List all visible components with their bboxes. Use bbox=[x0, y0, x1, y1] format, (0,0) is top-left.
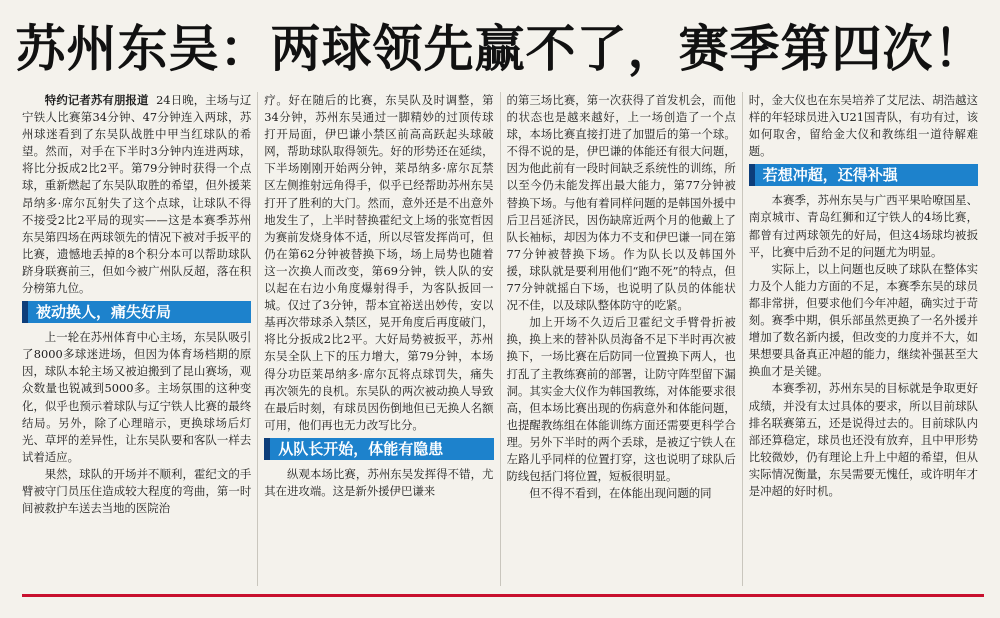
article-column-1 bbox=[22, 92, 258, 586]
article-paragraph: 但不得不看到，在体能出现问题的同 bbox=[529, 486, 712, 501]
article-column-2 bbox=[264, 92, 500, 586]
article-paragraph: 果然，球队的开场并不顺利，霍纪文的手臂被守门员压住造成较大程度的弯曲，第一时间被救护车送去当地的医院治 bbox=[22, 466, 252, 516]
article-paragraph bbox=[22, 92, 251, 297]
article-column-3 bbox=[507, 92, 743, 586]
byline: 特约记者苏有朋报道 bbox=[44, 93, 149, 107]
paragraph-text: 24日晚，主场与辽宁铁人比赛第34分钟、47分钟连入两球，苏州球迷看到了东吴队战胜中甲当红球队的希望。然而，对手在下半时3分钟内连进两球，将比分扳成2比2平。第79分钟时获得一个点球，重新燃起了东吴队取胜的希望，但外援莱昂纳多·席尔瓦射失了这个点球，让球队不得不接受2比2平局的现实——这是本赛季苏州东吴第四场在两球领先的情况下被对手扳平的比赛，遗憾地丢掉的8个积分本可以帮助球队跻身联赛前三，但如今被广州队反超，落在积分榜第九位。 bbox=[22, 93, 252, 296]
article-column-4 bbox=[749, 92, 984, 586]
article-columns bbox=[22, 92, 984, 586]
article-paragraph: 时，金大仪也在东吴培养了艾尼法、胡浩越这样的年轻球员进入U21国青队，有功有过，该如何取舍，留给金大仪和教练组一道待解难题。 bbox=[748, 93, 978, 159]
bottom-divider bbox=[22, 594, 984, 597]
article-paragraph: 上一轮在苏州体育中心主场，东吴队吸引了8000多球迷进场，但因为体育场档期的原因，球队本轮主场又被迫搬到了昆山赛场，观众数量也锐减到5000多。主场氛围的这种变化，似乎也预示着球队与辽宁铁人比赛的最终结局。另外，除了心理暗示，更换球场后灯光、草坪的差异性，让东吴队要和客队一样去试着适应。 bbox=[22, 330, 252, 464]
article-paragraph: 本赛季初，苏州东吴的目标就是争取更好成绩，并没有太过具体的要求，所以目前球队排名联赛第五，还是说得过去的。目前球队内部还算稳定，球员也还没有放弃，且中甲形势比较微妙，仍有理论上升上中超的希望，但从实际情况衡量，东吴需要无愧任，或许明年才是冲超的好时机。 bbox=[748, 381, 978, 498]
subheading-reinforcement: 若想冲超，还得补强 bbox=[749, 164, 978, 186]
article-paragraph: 本赛季，苏州东吴与广西平果哈嘹国星、南京城市、青岛红狮和辽宁铁人的4场比赛，都曾有过两球领先的好局，但这4场球均被扳平，比赛中后劲不足的问题尤为明显。 bbox=[748, 193, 978, 259]
article-paragraph: 实际上，以上问题也反映了球队在整体实力及个人能力方面的不足，本赛季东吴的球员都非常拼，但要求他们今年冲超，确实过于苛刻。赛季中期，俱乐部虽然更换了一名外援并增加了数名新内援，但改变的力度并不大，如果想要具备真正冲超的能力，继续补强甚至大换血才是关键。 bbox=[748, 261, 978, 379]
article-paragraph: 加上开场不久迈后卫霍纪文手臂骨折被换，换上来的替补队员海备不足下半时再次被换下，一场比赛在后防同一位置换下两人，也打乱了主教练赛前的部署，让防守阵型留下漏洞。其实金大仪作为韩国教练，对体能要求很高，但本场比赛出现的伤病意外和体能问题，也提醒教练组在体能训练方面还需要更科学合理。另外下半时的两个丢球，是被辽宁铁人在左路儿乎同样的位置打穿，这也说明了球队后防线包括门将位置，短板很明显。 bbox=[506, 315, 736, 484]
article-paragraph: 的第三场比赛，第一次获得了首发机会，而他的状态也是越来越好，上一场创造了一个点球，本场比赛直接打进了加盟后的第一个球。不得不说的是，伊巴谦的体能还有很大问题，因为他此前有一段时间缺乏系统性的训练，所以至今仍未能发挥出最大能力，第77分钟被替换下场。与他有着同样问题的是韩国外援中后卫吕延济民，因伤缺席近两个月的他戴上了队长袖标，却因为体力不支和伊巴谦一同在第77分钟被替换下场。作为队长以及韩国外援，球队就是要利用他们“跑不死”的特点，但77分钟就摇白下场，也说明了队员的体能状况不佳，以及球队整体防守的吃紧。 bbox=[506, 93, 736, 313]
subheading-passive-substitution: 被动换人，痛失好局 bbox=[22, 301, 251, 323]
headline: 苏州东吴：两球领先赢不了，赛季第四次！ bbox=[15, 20, 985, 78]
article-paragraph: 疗。好在随后的比赛，东吴队及时调整，第34分钟，苏州东吴通过一脚精妙的过顶传球打开局面，伊巴谦小禁区前高高跃起头球破网，帮助球队取得领先。好的形势还在延续，下半场刚刚开始两分钟，莱昂纳多·席尔瓦禁区左侧推射远角得手，似乎已经帮助苏州东吴打开了胜利的大门。然而，意外还是不出意外地发生了，上半时替换霍纪文上场的张宽哲因为赛前发烧身体不适，所以尽管发挥尚可，但仍在第62分钟被替换下场，场上局势也随着这一次换人而改变，第69分钟，铁人队的安以起在右边小角度爆射得手，为客队扳回一城。仅过了3分钟，帮本宜裕送出妙传，安以基再次带球杀入禁区，晃开角度后再度破门，将比分扳成2比2平。大好局势被扳平，苏州东吴全队上下的压力增大，第79分钟，本场得分功臣莱昂纳多·席尔瓦将点球罚失，痛失再次领先的良机。东吴队的两次被动换人导致在最后时刻，有球员因伤倒地但已无换人名额可用，他们再也无力改写比分。 bbox=[264, 93, 494, 432]
subheading-captain-fitness: 从队长开始，体能有隐患 bbox=[264, 438, 493, 460]
article-paragraph: 纵观本场比赛，苏州东吴发挥得不错，尤其在进攻端。这是新外援伊巴谦来 bbox=[264, 466, 494, 498]
